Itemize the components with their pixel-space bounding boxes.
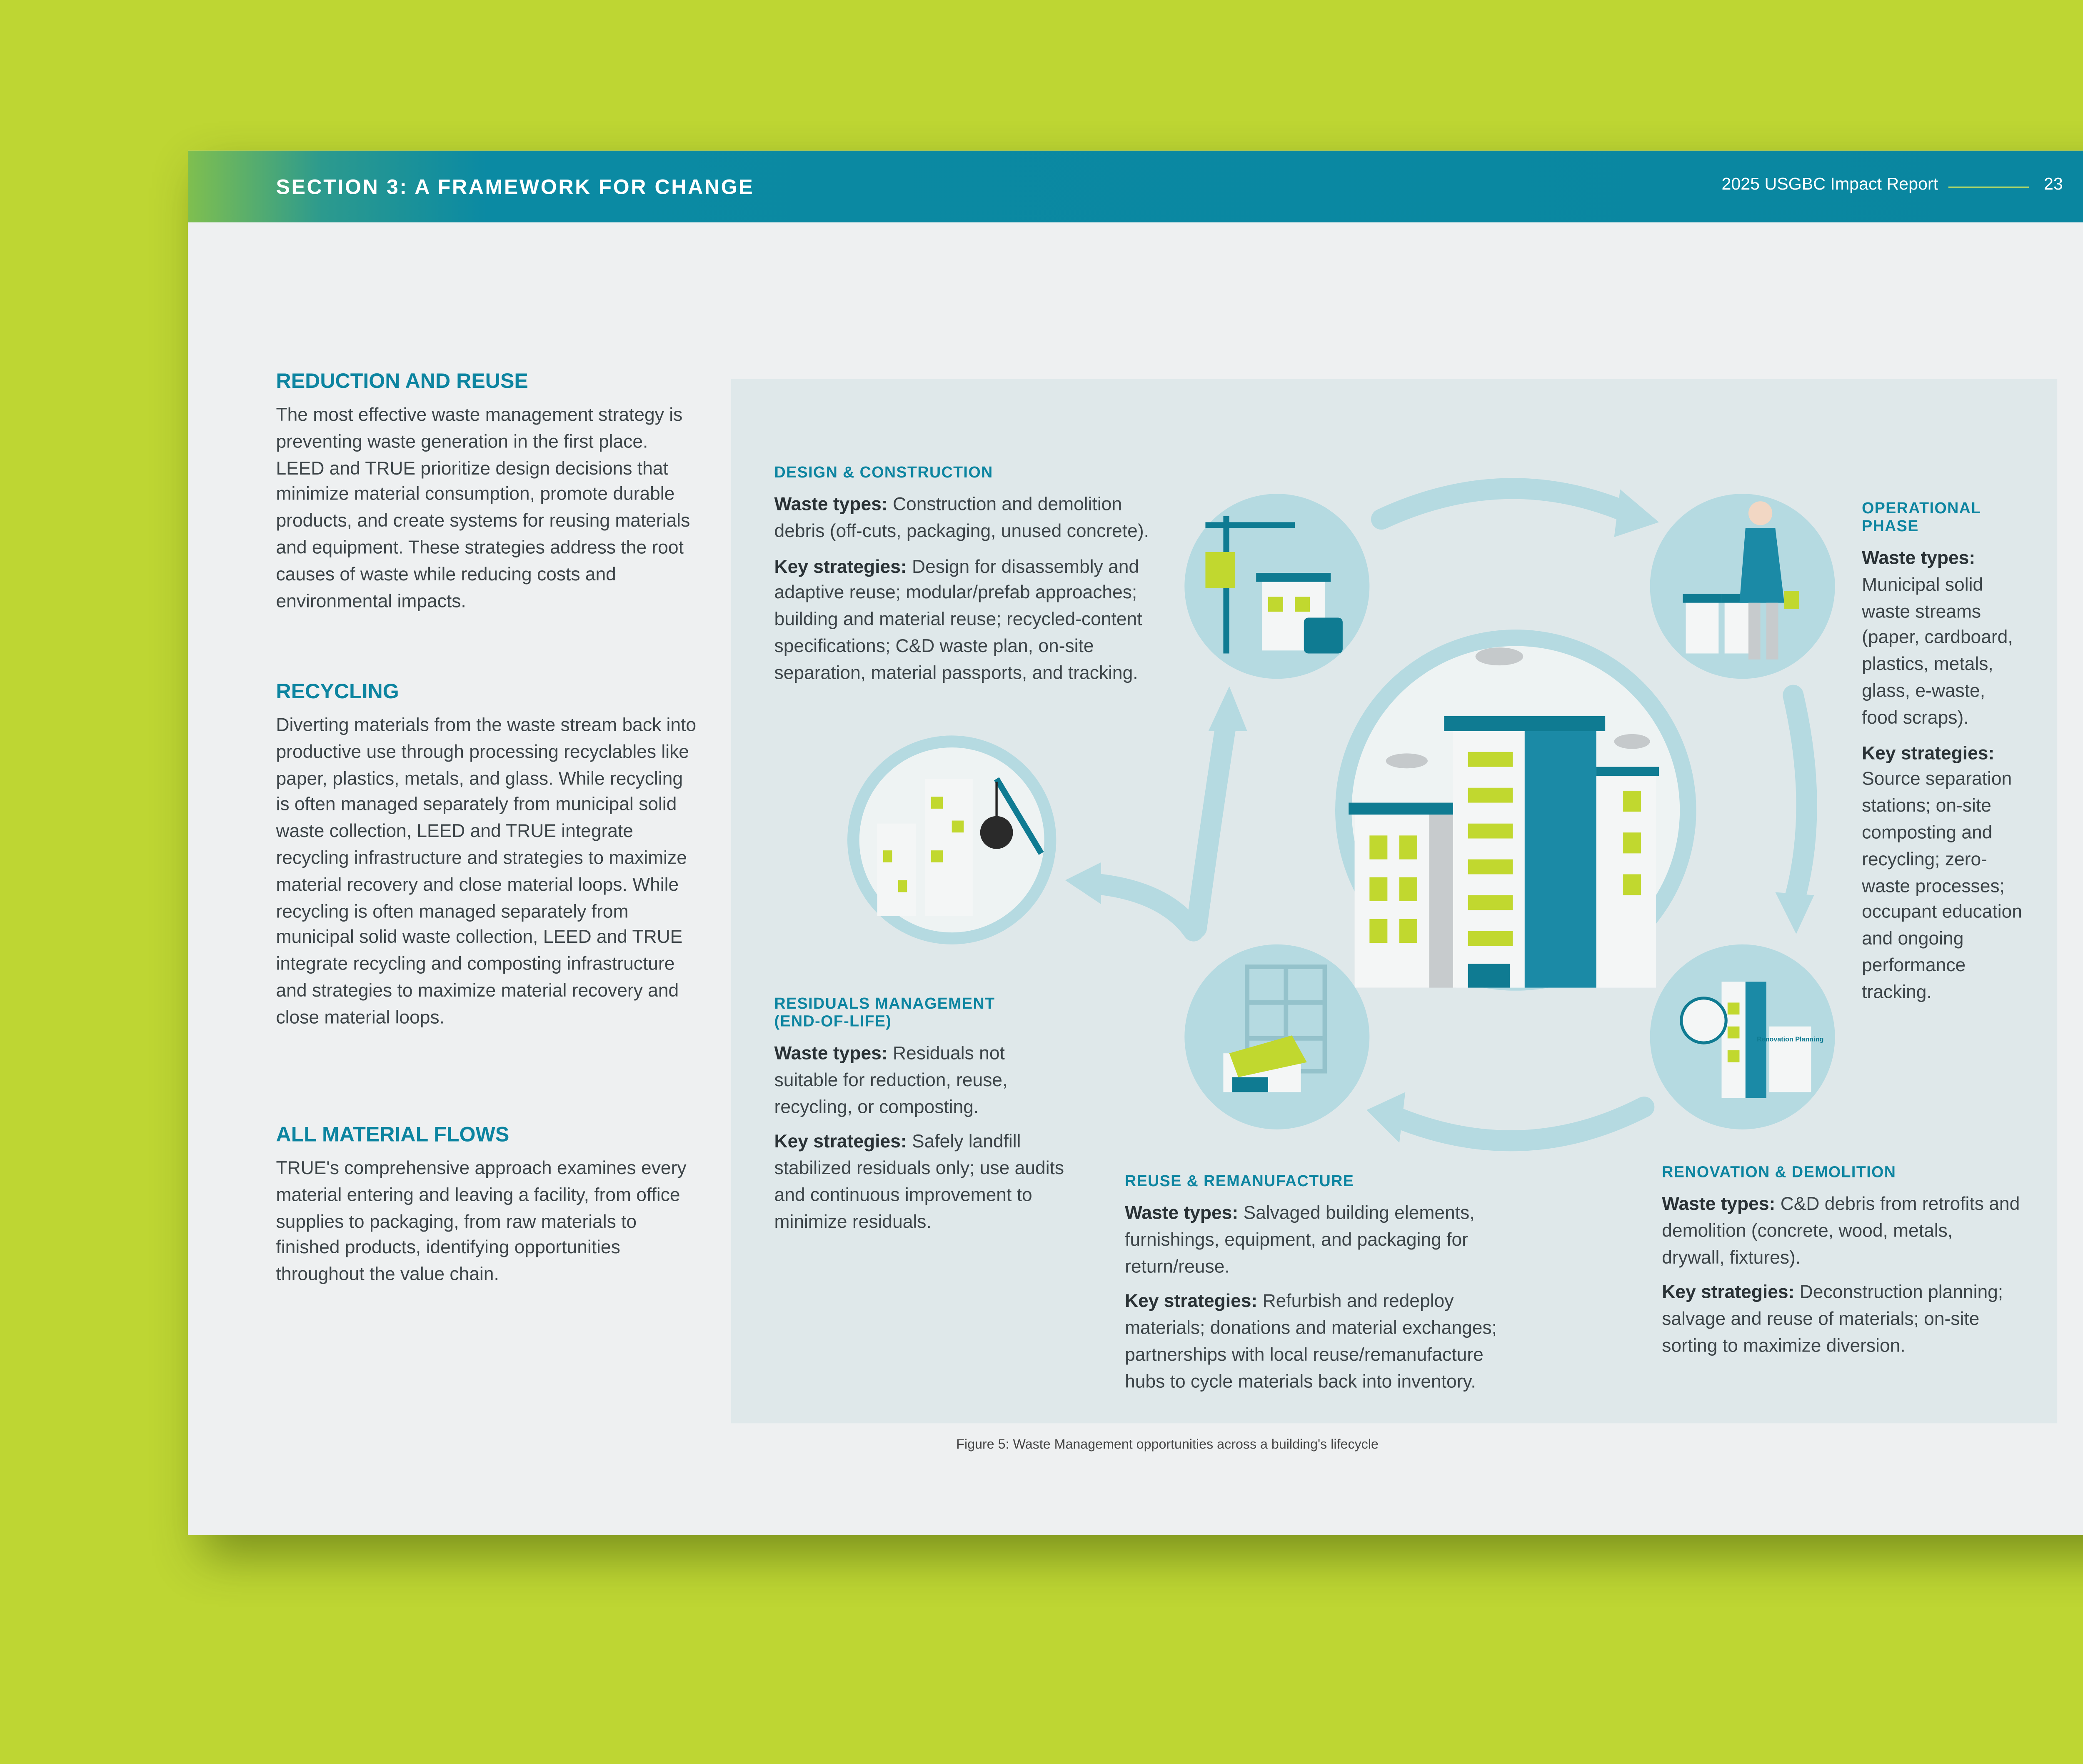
central-building-illustration: [1335, 630, 1696, 991]
renovation-strategies-text: Deconstruction planning; salvage and reuse of materials; on-site sorting to maximize diversion.: [1662, 1282, 2003, 1357]
operational-strategies-text: Source separation stations; on-site composting and recycling; zero-waste processes; occupant education and ongoing performance tracking.: [1862, 769, 2022, 1002]
design-heading: DESIGN & CONSTRUCTION: [774, 464, 993, 482]
arrow-reuse-to-design: [1196, 722, 1226, 928]
reuse-strategies-label: Key strategies:: [1125, 1291, 1258, 1312]
renovation-heading: RENOVATION & DEMOLITION: [1662, 1164, 1896, 1182]
arrowhead-4: [1209, 686, 1247, 731]
arrowhead-3: [1366, 1092, 1405, 1143]
renovation-waste-text: C&D debris from retrofits and demolition (concrete, wood, metals, drywall, fixtures).: [1662, 1193, 2020, 1268]
design-waste-label: Waste types:: [774, 494, 888, 515]
header-divider: [1948, 187, 2029, 188]
arrow-operational-to-renovation: [1793, 695, 1806, 904]
residuals-heading: RESIDUALS MANAGEMENT (END-OF-LIFE): [774, 995, 995, 1031]
report-page: [188, 151, 2083, 1535]
residuals-text: [774, 1042, 1073, 1245]
figure-panel: [731, 379, 2058, 1424]
design-strategies-label: Key strategies:: [774, 556, 907, 577]
arrow-reuse-to-residuals: [1089, 883, 1194, 931]
report-name: 2025 USGBC Impact Report: [1721, 176, 1938, 194]
residuals-strategies-text: Safely landfill stabilized residuals only; use audits and continuous improvement to minimize residuals.: [774, 1131, 1064, 1232]
recycling-heading: RECYCLING: [276, 679, 399, 703]
construction-illustration: [1184, 494, 1369, 679]
arrowhead-1: [1614, 490, 1659, 537]
reuse-waste-label: Waste types:: [1125, 1202, 1239, 1224]
recycling-body: Diverting materials from the waste stream back into productive use through processing recyclables like paper, plastics, metals, and glass. While recycling is often managed separately from municipal solid waste collection, LEED and TRUE integrate recycling infrastructure and strategies to maximize material recovery and close material loops. While recycling is often managed separately from municipal solid waste collection, LEED and TRUE integrate recycling and composting infrastructure and strategies to maximize material recovery and close material loops.: [276, 715, 697, 1028]
section-title: SECTION 3: A FRAMEWORK FOR CHANGE: [276, 174, 754, 199]
renovation-sign-text: Renovation Planning: [1757, 1035, 1824, 1043]
material-flows-heading: ALL MATERIAL FLOWS: [276, 1122, 510, 1146]
operational-text: [1862, 546, 2026, 1015]
operational-heading: OPERATIONAL PHASE: [1862, 500, 1981, 536]
arrowhead-2: [1775, 892, 1814, 934]
residuals-strategies-label: Key strategies:: [774, 1131, 907, 1152]
reuse-waste-text: Salvaged building elements, furnishings, equipment, and packaging for return/reuse.: [1125, 1202, 1475, 1277]
operational-illustration: [1650, 494, 1835, 679]
residuals-waste-text: Residuals not suitable for reduction, reuse, recycling, or composting.: [774, 1043, 1008, 1117]
operational-strategies-label: Key strategies:: [1862, 742, 1995, 763]
reuse-heading: REUSE & REMANUFACTURE: [1125, 1172, 1354, 1191]
design-strategies-text: Design for disassembly and adaptive reuse; modular/prefab approaches; building and material reuse; recycled-content specifications; C&D waste plan, on-site separation, material passports, and tracking.: [774, 556, 1142, 683]
reuse-text: [1125, 1201, 1516, 1405]
arrowhead-5: [1065, 862, 1101, 904]
arrow-renovation-to-reuse: [1394, 1107, 1644, 1141]
renovation-strategies-label: Key strategies:: [1662, 1282, 1795, 1303]
renovation-illustration: [1650, 944, 1835, 1129]
operational-waste-label: Waste types:: [1862, 547, 1976, 569]
operational-waste-text: Municipal solid waste streams (paper, cardboard, plastics, metals, glass, e-waste, food scraps).: [1862, 574, 2013, 728]
section-header-band: [188, 151, 2083, 222]
arrow-design-to-operational: [1381, 489, 1629, 520]
residuals-illustration: [847, 735, 1056, 944]
page-number: 23: [2043, 176, 2063, 194]
design-waste-text: Construction and demolition debris (off-cuts, packaging, unused concrete).: [774, 494, 1149, 542]
reduction-heading: REDUCTION AND REUSE: [276, 368, 528, 392]
renovation-text: [1662, 1192, 2020, 1369]
residuals-waste-label: Waste types:: [774, 1043, 888, 1064]
reuse-strategies-text: Refurbish and redeploy materials; donations and material exchanges; partnerships with local reuse/remanufacture hubs to cycle materials back into inventory.: [1125, 1291, 1497, 1392]
material-flows-body: TRUE's comprehensive approach examines every material entering and leaving a facility, from office supplies to packaging, from raw materials to finished products, identifying opportunities throughout the value chain.: [276, 1157, 687, 1285]
figure-caption: Figure 5: Waste Management opportunities across a building's lifecycle: [956, 1437, 1379, 1452]
reduction-body: The most effective waste management strategy is preventing waste generation in the first place. LEED and TRUE prioritize design decisions that minimize material consumption, promote durable products, and create systems for reusing materials and equipment. These strategies address the root causes of waste while reducing costs and environmental impacts.: [276, 404, 690, 611]
reuse-illustration: [1184, 944, 1369, 1129]
design-text: [774, 492, 1177, 696]
renovation-waste-label: Waste types:: [1662, 1193, 1776, 1214]
